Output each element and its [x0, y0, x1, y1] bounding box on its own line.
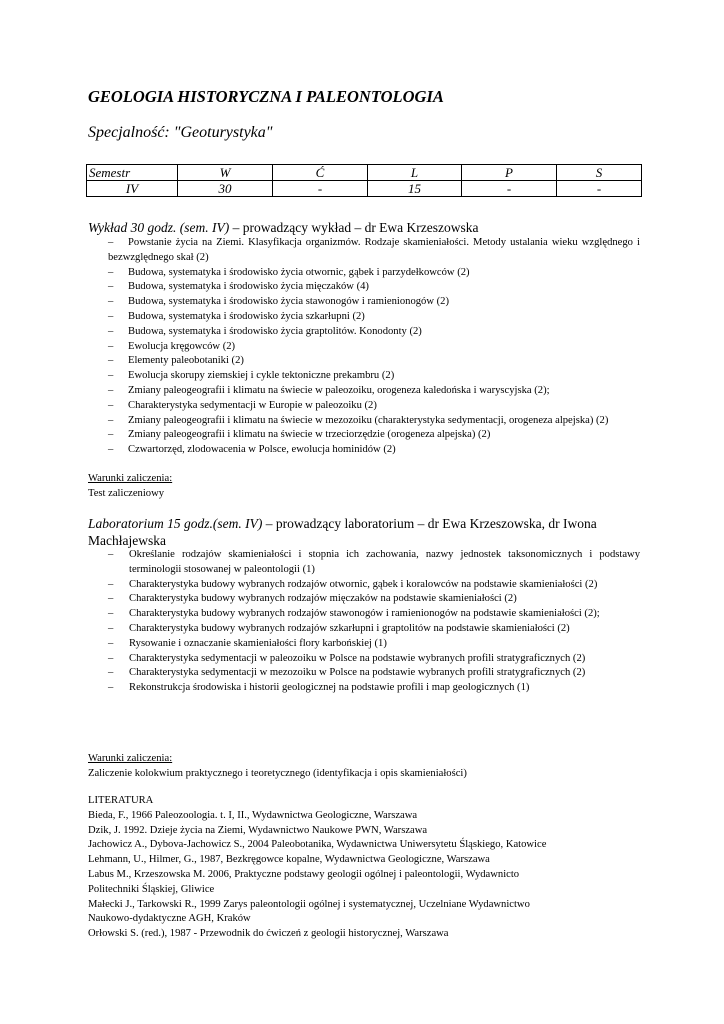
topic-text: Charakterystyka sedymentacji w mezozoiku w Polsce na podstawie wybranych profili stratygraficznych (2) — [129, 667, 586, 679]
literature-entry: Lehmann, U., Hilmer, G., 1987, Bezkręgowce kopalne, Wydawnictwa Geologiczne, Warszawa — [88, 854, 490, 866]
list-item — [108, 325, 640, 340]
page-title: GEOLOGIA HISTORYCZNA I PALEONTOLOGIA — [88, 87, 444, 106]
literature-section — [88, 794, 648, 942]
list-item — [108, 280, 640, 295]
lecture-heading — [88, 219, 640, 236]
list-item — [108, 652, 640, 667]
dash-bullet: – — [108, 652, 114, 664]
topic-text: Ewolucja skorupy ziemskiej i cykle tektoniczne prekambru (2) — [128, 370, 395, 382]
dash-bullet: – — [108, 622, 114, 634]
lab-conditions-label: Warunki zaliczenia: — [88, 753, 173, 764]
topic-text: Charakterystyka budowy wybranych rodzajów mięczaków na podstawie skamieniałości (2) — [129, 593, 517, 605]
lecture-topics-list — [108, 236, 640, 458]
table-cell: - — [273, 181, 368, 197]
list-item — [108, 622, 640, 637]
lecture-heading-italic: Wykład 30 godz. (sem. IV) — [88, 220, 230, 235]
list-item — [108, 384, 640, 399]
topic-text: Rekonstrukcja środowiska i historii geologicznej na podstawie profili i map geologicznych (1) — [129, 682, 530, 694]
dash-bullet: – — [108, 325, 114, 337]
topic-text: Charakterystyka budowy wybranych rodzajów otwornic, gąbek i koralowców na podstawie skamieniałości (2) — [129, 578, 598, 590]
list-item — [108, 354, 640, 369]
list-item — [108, 399, 640, 414]
topic-text: Budowa, systematyka i środowisko życia mięczaków (4) — [128, 281, 369, 293]
literature-entry: Bieda, F., 1966 Paleozoologia. t. I, II., Wydawnictwa Geologiczne, Warszawa — [88, 809, 418, 821]
topic-text: Powstanie życia na Ziemi. Klasyfikacja organizmów. Rodzaje skamieniałości. Metody ustalania wieku względnego i bezwzględnego skał (2) — [108, 237, 640, 263]
topic-text: Budowa, systematyka i środowisko życia otwornic, gąbek i parzydełkowców (2) — [128, 266, 470, 278]
list-item — [108, 548, 640, 578]
lecture-conditions-label: Warunki zaliczenia: — [88, 473, 173, 484]
lab-conditions-block — [88, 752, 648, 782]
lab-topics-list — [108, 548, 640, 696]
lecture-heading-rest: – prowadzący wykład – dr Ewa Krzeszowska — [229, 220, 479, 235]
lab-heading — [88, 515, 640, 549]
list-item — [108, 236, 640, 266]
list-item — [108, 369, 640, 384]
dash-bullet: – — [108, 444, 114, 456]
dash-bullet: – — [108, 399, 114, 411]
topic-text: Elementy paleobotaniki (2) — [128, 355, 244, 367]
specialization-subtitle: Specjalność: "Geoturystyka" — [88, 124, 273, 141]
topic-text: Zmiany paleogeografii i klimatu na świecie w trzeciorzędzie (orogeneza alpejska) (2) — [128, 429, 491, 441]
dash-bullet: – — [108, 310, 114, 322]
list-item — [108, 607, 640, 622]
list-item — [108, 428, 640, 443]
dash-bullet: – — [108, 667, 114, 679]
semester-table-header-row — [87, 165, 642, 181]
literature-entry: Jachowicz A., Dybova-Jachowicz S., 2004 Paleobotanika, Wydawnictwa Uniwersytetu Śląskiego, Katowice — [88, 839, 547, 851]
topic-text: Rysowanie i oznaczanie skamieniałości flory karbońskiej (1) — [129, 637, 387, 649]
table-cell: IV — [87, 181, 178, 197]
topic-text: Charakterystyka budowy wybranych rodzajów szkarłupni i graptolitów na podstawie skamieniałości (2) — [129, 622, 570, 634]
topic-text: Budowa, systematyka i środowisko życia szkarłupni (2) — [128, 310, 365, 322]
dash-bullet: – — [108, 355, 114, 367]
list-item — [108, 266, 640, 281]
dash-bullet: – — [108, 549, 114, 560]
dash-bullet: – — [108, 296, 114, 308]
table-header-cell: S — [557, 165, 642, 181]
lab-heading-italic: Laboratorium 15 godz.(sem. IV) — [88, 516, 263, 531]
literature-entry: Politechniki Śląskiej, Gliwice — [88, 883, 215, 895]
topic-text: Charakterystyka sedymentacji w Europie w paleozoiku (2) — [128, 399, 377, 411]
topic-text: Ewolucja kręgowców (2) — [128, 340, 236, 352]
table-cell: 30 — [178, 181, 273, 197]
semester-table-row — [87, 181, 642, 197]
list-item — [108, 681, 640, 696]
lecture-conditions-block — [88, 472, 648, 502]
list-item — [108, 310, 640, 325]
table-cell: 15 — [368, 181, 462, 197]
lecture-conditions-text: Test zaliczeniowy — [88, 487, 165, 499]
literature-entry: Orłowski S. (red.), 1987 - Przewodnik do ćwiczeń z geologii historycznej, Warszawa — [88, 928, 449, 940]
topic-text: Charakterystyka budowy wybranych rodzajów stawonogów i ramienionogów na podstawie skamieniałości (2); — [129, 608, 600, 620]
dash-bullet: – — [108, 266, 114, 278]
topic-text: Budowa, systematyka i środowisko życia graptolitów. Konodonty (2) — [128, 325, 422, 337]
list-item — [108, 340, 640, 355]
dash-bullet: – — [108, 682, 114, 694]
topic-text: Charakterystyka sedymentacji w paleozoiku w Polsce na podstawie wybranych profili stratygraficznych (2) — [129, 652, 586, 664]
dash-bullet: – — [108, 429, 114, 441]
dash-bullet: – — [108, 593, 114, 605]
table-cell: - — [462, 181, 557, 197]
list-item — [108, 666, 640, 681]
dash-bullet: – — [108, 281, 114, 293]
table-header-cell: L — [368, 165, 462, 181]
table-header-cell: P — [462, 165, 557, 181]
table-header-cell: Semestr — [87, 165, 178, 181]
list-item — [108, 592, 640, 607]
dash-bullet: – — [108, 578, 114, 590]
list-item — [108, 414, 640, 429]
list-item — [108, 578, 640, 593]
dash-bullet: – — [108, 637, 114, 649]
topic-text: Określanie rodzajów skamieniałości i stopnia ich zachowania, nazwy jednostek taksonomicznych i podstawy terminologii stosowanej w paleontologii (1) — [129, 549, 640, 575]
literature-entry: Naukowo-dydaktyczne AGH, Kraków — [88, 913, 251, 925]
dash-bullet: – — [108, 340, 114, 352]
literature-entry: Labus M., Krzeszowska M. 2006, Praktyczne podstawy geologii ogólnej i paleontologii, Wydawnicto — [88, 868, 520, 880]
lab-conditions-text: Zaliczenie kolokwium praktycznego i teoretycznego (identyfikacja i opis skamieniałości) — [88, 767, 467, 779]
list-item — [108, 637, 640, 652]
literature-entry: Dzik, J. 1992. Dzieje życia na Ziemi, Wydawnictwo Naukowe PWN, Warszawa — [88, 824, 428, 836]
dash-bullet: – — [108, 414, 114, 426]
literature-entry: Małecki J., Tarkowski R., 1999 Zarys paleontologii ogólnej i systematycznej, Uczelniane Wydawnictwo — [88, 898, 530, 910]
table-cell: - — [557, 181, 642, 197]
semester-table — [86, 164, 642, 197]
topic-text: Zmiany paleogeografii i klimatu na świecie w mezozoiku (charakterystyka sedymentacji, orogeneza alpejska) (2) — [128, 414, 609, 426]
dash-bullet: – — [108, 237, 114, 248]
dash-bullet: – — [108, 608, 114, 620]
literature-heading: LITERATURA — [88, 795, 154, 806]
lab-heading-rest: – prowadzący laboratorium – dr Ewa Krzeszowska, dr Iwona Machłajewska — [88, 516, 597, 548]
dash-bullet: – — [108, 370, 114, 382]
list-item — [108, 443, 640, 458]
list-item — [108, 295, 640, 310]
table-header-cell: W — [178, 165, 273, 181]
dash-bullet: – — [108, 384, 114, 396]
topic-text: Czwartorzęd, zlodowacenia w Polsce, ewolucja hominidów (2) — [128, 444, 396, 456]
table-header-cell: Ć — [273, 165, 368, 181]
topic-text: Budowa, systematyka i środowisko życia stawonogów i ramienionogów (2) — [128, 296, 449, 308]
topic-text: Zmiany paleogeografii i klimatu na świecie w paleozoiku, orogeneza kaledońska i waryscyjska (2); — [128, 384, 550, 396]
